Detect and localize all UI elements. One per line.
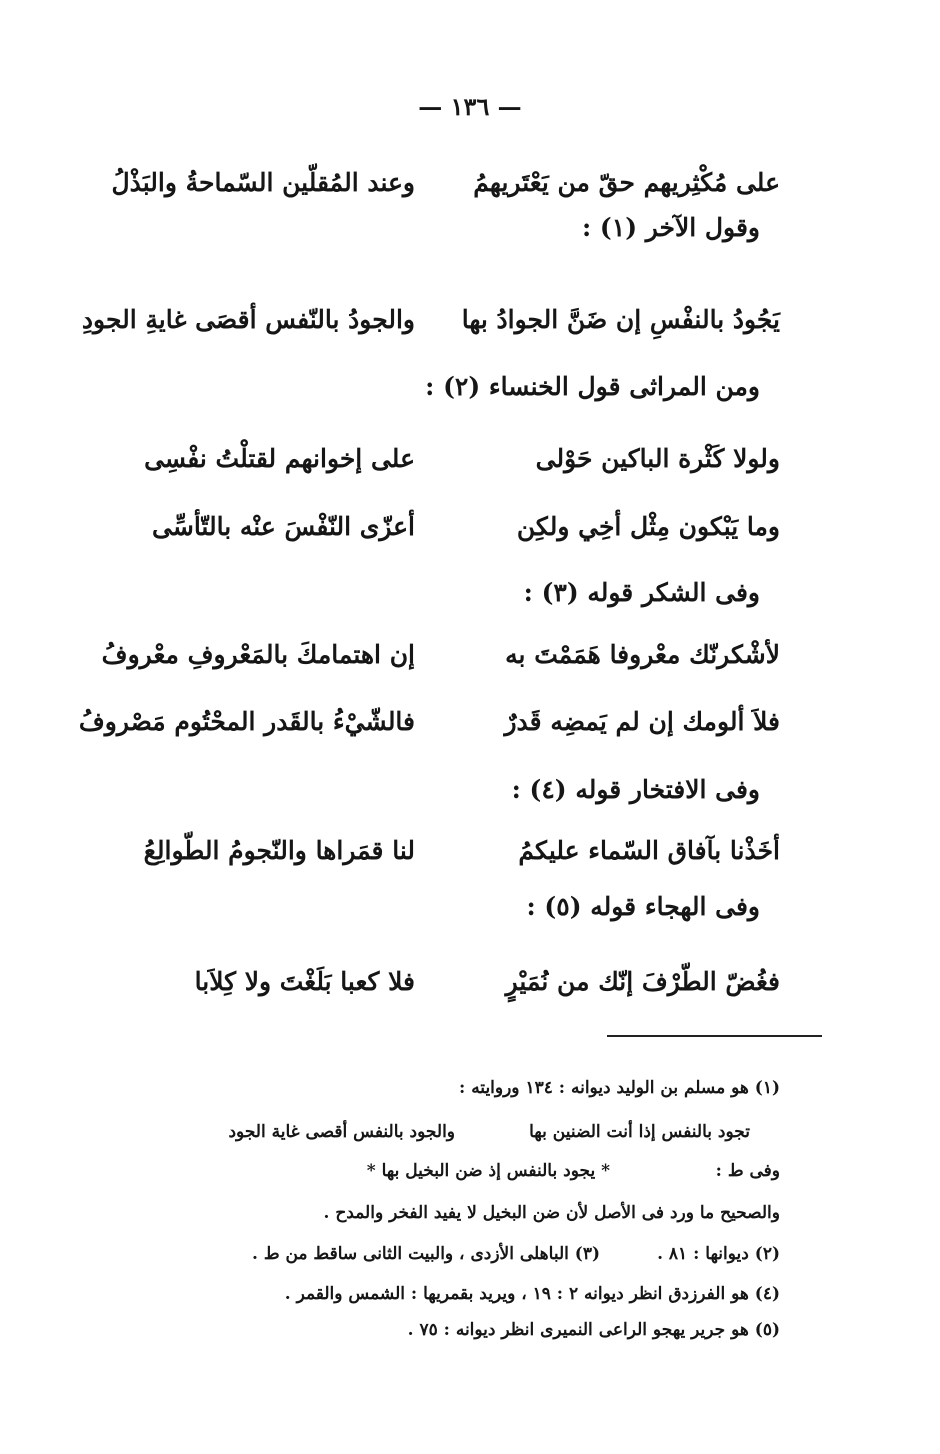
verse-4: [0, 512, 940, 552]
heading-elegy: ومن المراثى قول الخنساء (٢) :: [425, 372, 760, 401]
verse-7-first-hemistich: أخَذْنا بآفاق السّماء عليكمُ: [518, 836, 780, 865]
verse-8-second-hemistich: فلا كعبا بَلَغْتَ ولا كِلاَبا: [194, 967, 415, 996]
verse-8-first-hemistich: فغُضّ الطّرْفَ إنّك من نُمَيْرٍ: [505, 967, 780, 996]
footnote-divider: [607, 1035, 822, 1037]
verse-1-second-hemistich: وعند المُقلّين السّماحةُ والبَذْلُ: [111, 168, 415, 197]
verse-8: [0, 967, 940, 1007]
verse-3: [0, 444, 940, 484]
footnote-3: (٣) الباهلى الأزدى ، والبيت الثانى ساقط من ط .: [251, 1244, 600, 1264]
footnote-2: (٢) ديوانها : ٨١ .: [657, 1244, 780, 1264]
footnote-1: (١) هو مسلم بن الوليد ديوانه : ١٣٤ وروايته :: [459, 1078, 780, 1098]
verse-5: [0, 640, 940, 680]
verse-7: [0, 836, 940, 876]
footnote-1-note: والصحيح ما ورد فى الأصل لأن ضن البخيل لا يفيد الفخر والمدح .: [323, 1203, 780, 1223]
verse-1: [0, 168, 940, 208]
verse-6: [0, 707, 940, 747]
footnote-1-verse-second-hemistich: والجود بالنفس أقصى غاية الجود: [228, 1122, 455, 1142]
verse-3-first-hemistich: ولولا كَثْرة الباكين حَوْلى: [535, 444, 780, 473]
heading-gratitude: وفى الشكر قوله (٣) :: [523, 578, 760, 607]
verse-5-first-hemistich: لأشْكرنّك معْروفا هَمَمْتَ به: [505, 640, 780, 669]
verse-3-second-hemistich: على إخوانهم لقتلْتُ نفْسِى: [144, 444, 415, 473]
verse-6-first-hemistich: فلاَ ألومك إن لم يَمضِه قَدرٌ: [504, 707, 780, 736]
verse-2-first-hemistich: يَجُودُ بالنفْسِ إن ضَنَّ الجوادُ بها: [461, 305, 780, 334]
verse-2-second-hemistich: والجودُ بالنّفس أقصَى غايةِ الجودِ: [81, 305, 415, 334]
heading-other-poet: وقول الآخر (١) :: [582, 213, 760, 242]
page-number: — ١٣٦ —: [418, 92, 522, 121]
footnote-1-verse-first-hemistich: تجود بالنفس إذا أنت الضنين بها: [529, 1122, 750, 1142]
footnote-4: (٤) هو الفرزدق انظر ديوانه ٢ : ١٩ ، ويريد بقمريها : الشمس والقمر .: [284, 1284, 780, 1304]
heading-pride: وفى الافتخار قوله (٤) :: [511, 775, 760, 804]
verse-6-second-hemistich: فالشّيْءُ بالقَدر المحْتُوم مَصْروفُ: [78, 707, 415, 736]
verse-4-second-hemistich: أعزّى النّفْسَ عنْه بالتّأسِّى: [152, 512, 415, 541]
verse-1-first-hemistich: على مُكْثِريهم حقّ من يَعْتَريهمُ: [473, 168, 780, 197]
footnote-1-variant-label: وفى ط :: [715, 1161, 780, 1181]
verse-4-first-hemistich: وما يَبْكون مِثْل أخِي ولكِن: [516, 512, 780, 541]
footnote-5: (٥) هو جرير يهجو الراعى النميرى انظر ديوانه : ٧٥ .: [407, 1320, 780, 1340]
heading-satire: وفى الهجاء قوله (٥) :: [526, 892, 760, 921]
footnote-1-variant: * يجود بالنفس إذ ضن البخيل بها *: [366, 1161, 610, 1181]
verse-5-second-hemistich: إن اهتمامكَ بالمَعْروفِ معْروفُ: [101, 640, 415, 669]
verse-7-second-hemistich: لنا قمَراها والنّجومُ الطّوالِعُ: [143, 836, 415, 865]
verse-2: [0, 305, 940, 345]
